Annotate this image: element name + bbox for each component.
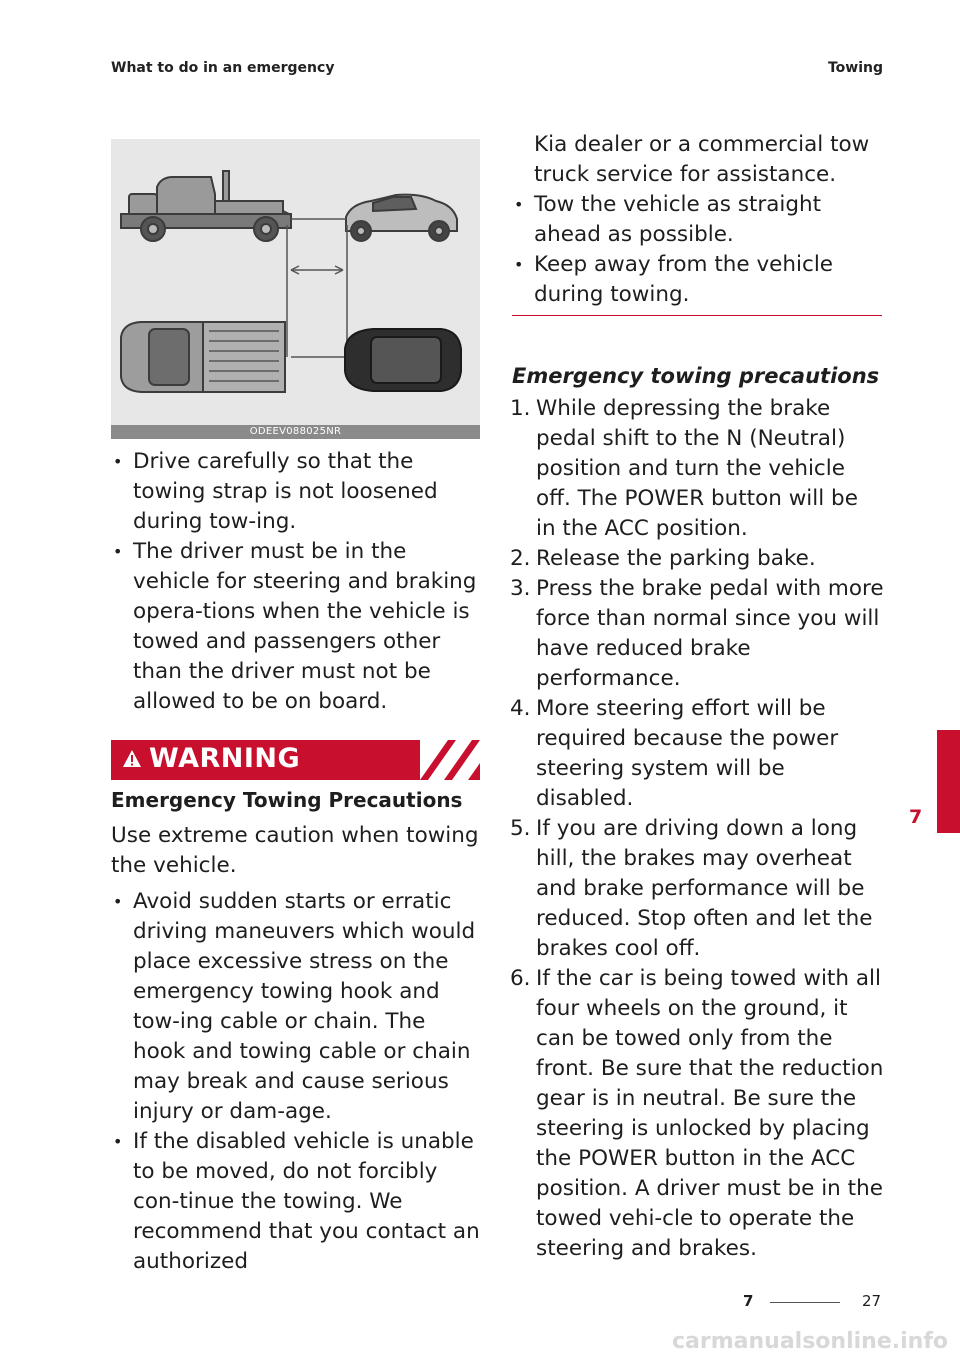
left-bullet-list bbox=[111, 447, 481, 717]
precautions-list bbox=[512, 394, 884, 1264]
towing-diagram-svg bbox=[111, 139, 480, 425]
warning-label: WARNING bbox=[149, 743, 301, 774]
footer-chapter-number: 7 bbox=[743, 1292, 754, 1310]
warning-intro: Use extreme caution when towing the vehicle. bbox=[111, 823, 479, 878]
continued-text: Kia dealer or a commercial tow truck service for assistance. bbox=[534, 132, 870, 187]
section-title: Emergency towing precautions bbox=[512, 364, 880, 388]
list-item: • Keep away from the vehicle during towing. bbox=[512, 250, 884, 310]
list-item bbox=[512, 544, 884, 574]
running-header-topic: Towing bbox=[827, 60, 883, 76]
chapter-side-tab bbox=[937, 730, 960, 833]
item-number: 3. bbox=[510, 576, 531, 601]
list-item: • If the disabled vehicle is unable to be moved, do not forcibly con-tinue the towing. We recommend that you contact an authorized bbox=[111, 1127, 481, 1277]
warning-body bbox=[111, 821, 481, 1277]
item-text: If you are driving down a long hill, the brakes may overheat and brake performance will be reduced. Stop often and let the brakes cool off. bbox=[536, 816, 873, 961]
right-continuation bbox=[512, 130, 884, 310]
tow-truck-top bbox=[121, 322, 285, 392]
item-text: If the car is being towed with all four wheels on the ground, it can be towed only from the front. Be sure that the reduction gear is in neutral. Be sure the steering is unlocked by placing the POWER button in the ACC position. A driver must be in the towed vehi-cle to operate the steering and brakes. bbox=[536, 966, 884, 1261]
running-header-section: What to do in an emergency bbox=[111, 60, 335, 76]
watermark: carmanualsonline.info bbox=[672, 1329, 948, 1354]
list-item bbox=[512, 964, 884, 1264]
warning-title: Emergency Towing Precautions bbox=[111, 788, 463, 812]
list-item: • Tow the vehicle as straight ahead as possible. bbox=[512, 190, 884, 250]
list-item: • Drive carefully so that the towing strap is not loosened during tow-ing. bbox=[111, 447, 481, 537]
item-number: 4. bbox=[510, 696, 531, 721]
warning-stripes-icon bbox=[420, 740, 480, 780]
footer-divider bbox=[770, 1302, 840, 1303]
item-text: While depressing the brake pedal shift to the N (Neutral) position and turn the vehicle off. The POWER button will be in the ACC position. bbox=[536, 396, 858, 541]
item-text: Release the parking bake. bbox=[536, 546, 816, 571]
warning-banner bbox=[111, 740, 480, 780]
towed-car-side bbox=[346, 195, 457, 241]
footer-page-number: 27 bbox=[862, 1292, 882, 1310]
figure-code: ODEEV088025NR bbox=[111, 425, 480, 439]
list-item bbox=[512, 814, 884, 964]
item-number: 1. bbox=[510, 396, 531, 421]
list-item bbox=[512, 394, 884, 544]
list-item bbox=[512, 574, 884, 694]
towed-car-top bbox=[345, 329, 461, 391]
warning-triangle-icon bbox=[122, 749, 142, 769]
list-item: • Avoid sudden starts or erratic driving maneuvers which would place excessive stress on the emergency towing hook and tow-ing cable or chain. The hook and towing cable or chain may break and cause serious injury or dam-age. bbox=[111, 887, 481, 1127]
tow-strap-lines bbox=[287, 219, 347, 357]
list-item bbox=[512, 694, 884, 814]
item-number: 2. bbox=[510, 546, 531, 571]
chapter-side-number: 7 bbox=[909, 806, 923, 828]
item-number: 6. bbox=[510, 966, 531, 991]
item-text: Press the brake pedal with more force than normal since you will have reduced brake performance. bbox=[536, 576, 884, 691]
item-number: 5. bbox=[510, 816, 531, 841]
tow-truck-side bbox=[121, 171, 291, 241]
section-divider bbox=[512, 315, 882, 316]
list-item: • The driver must be in the vehicle for steering and braking opera-tions when the vehicle is towed and passengers other than the driver must not be allowed to be on board. bbox=[111, 537, 481, 717]
item-text: More steering effort will be required because the power steering system will be disabled. bbox=[536, 696, 839, 811]
towing-illustration bbox=[111, 139, 480, 439]
